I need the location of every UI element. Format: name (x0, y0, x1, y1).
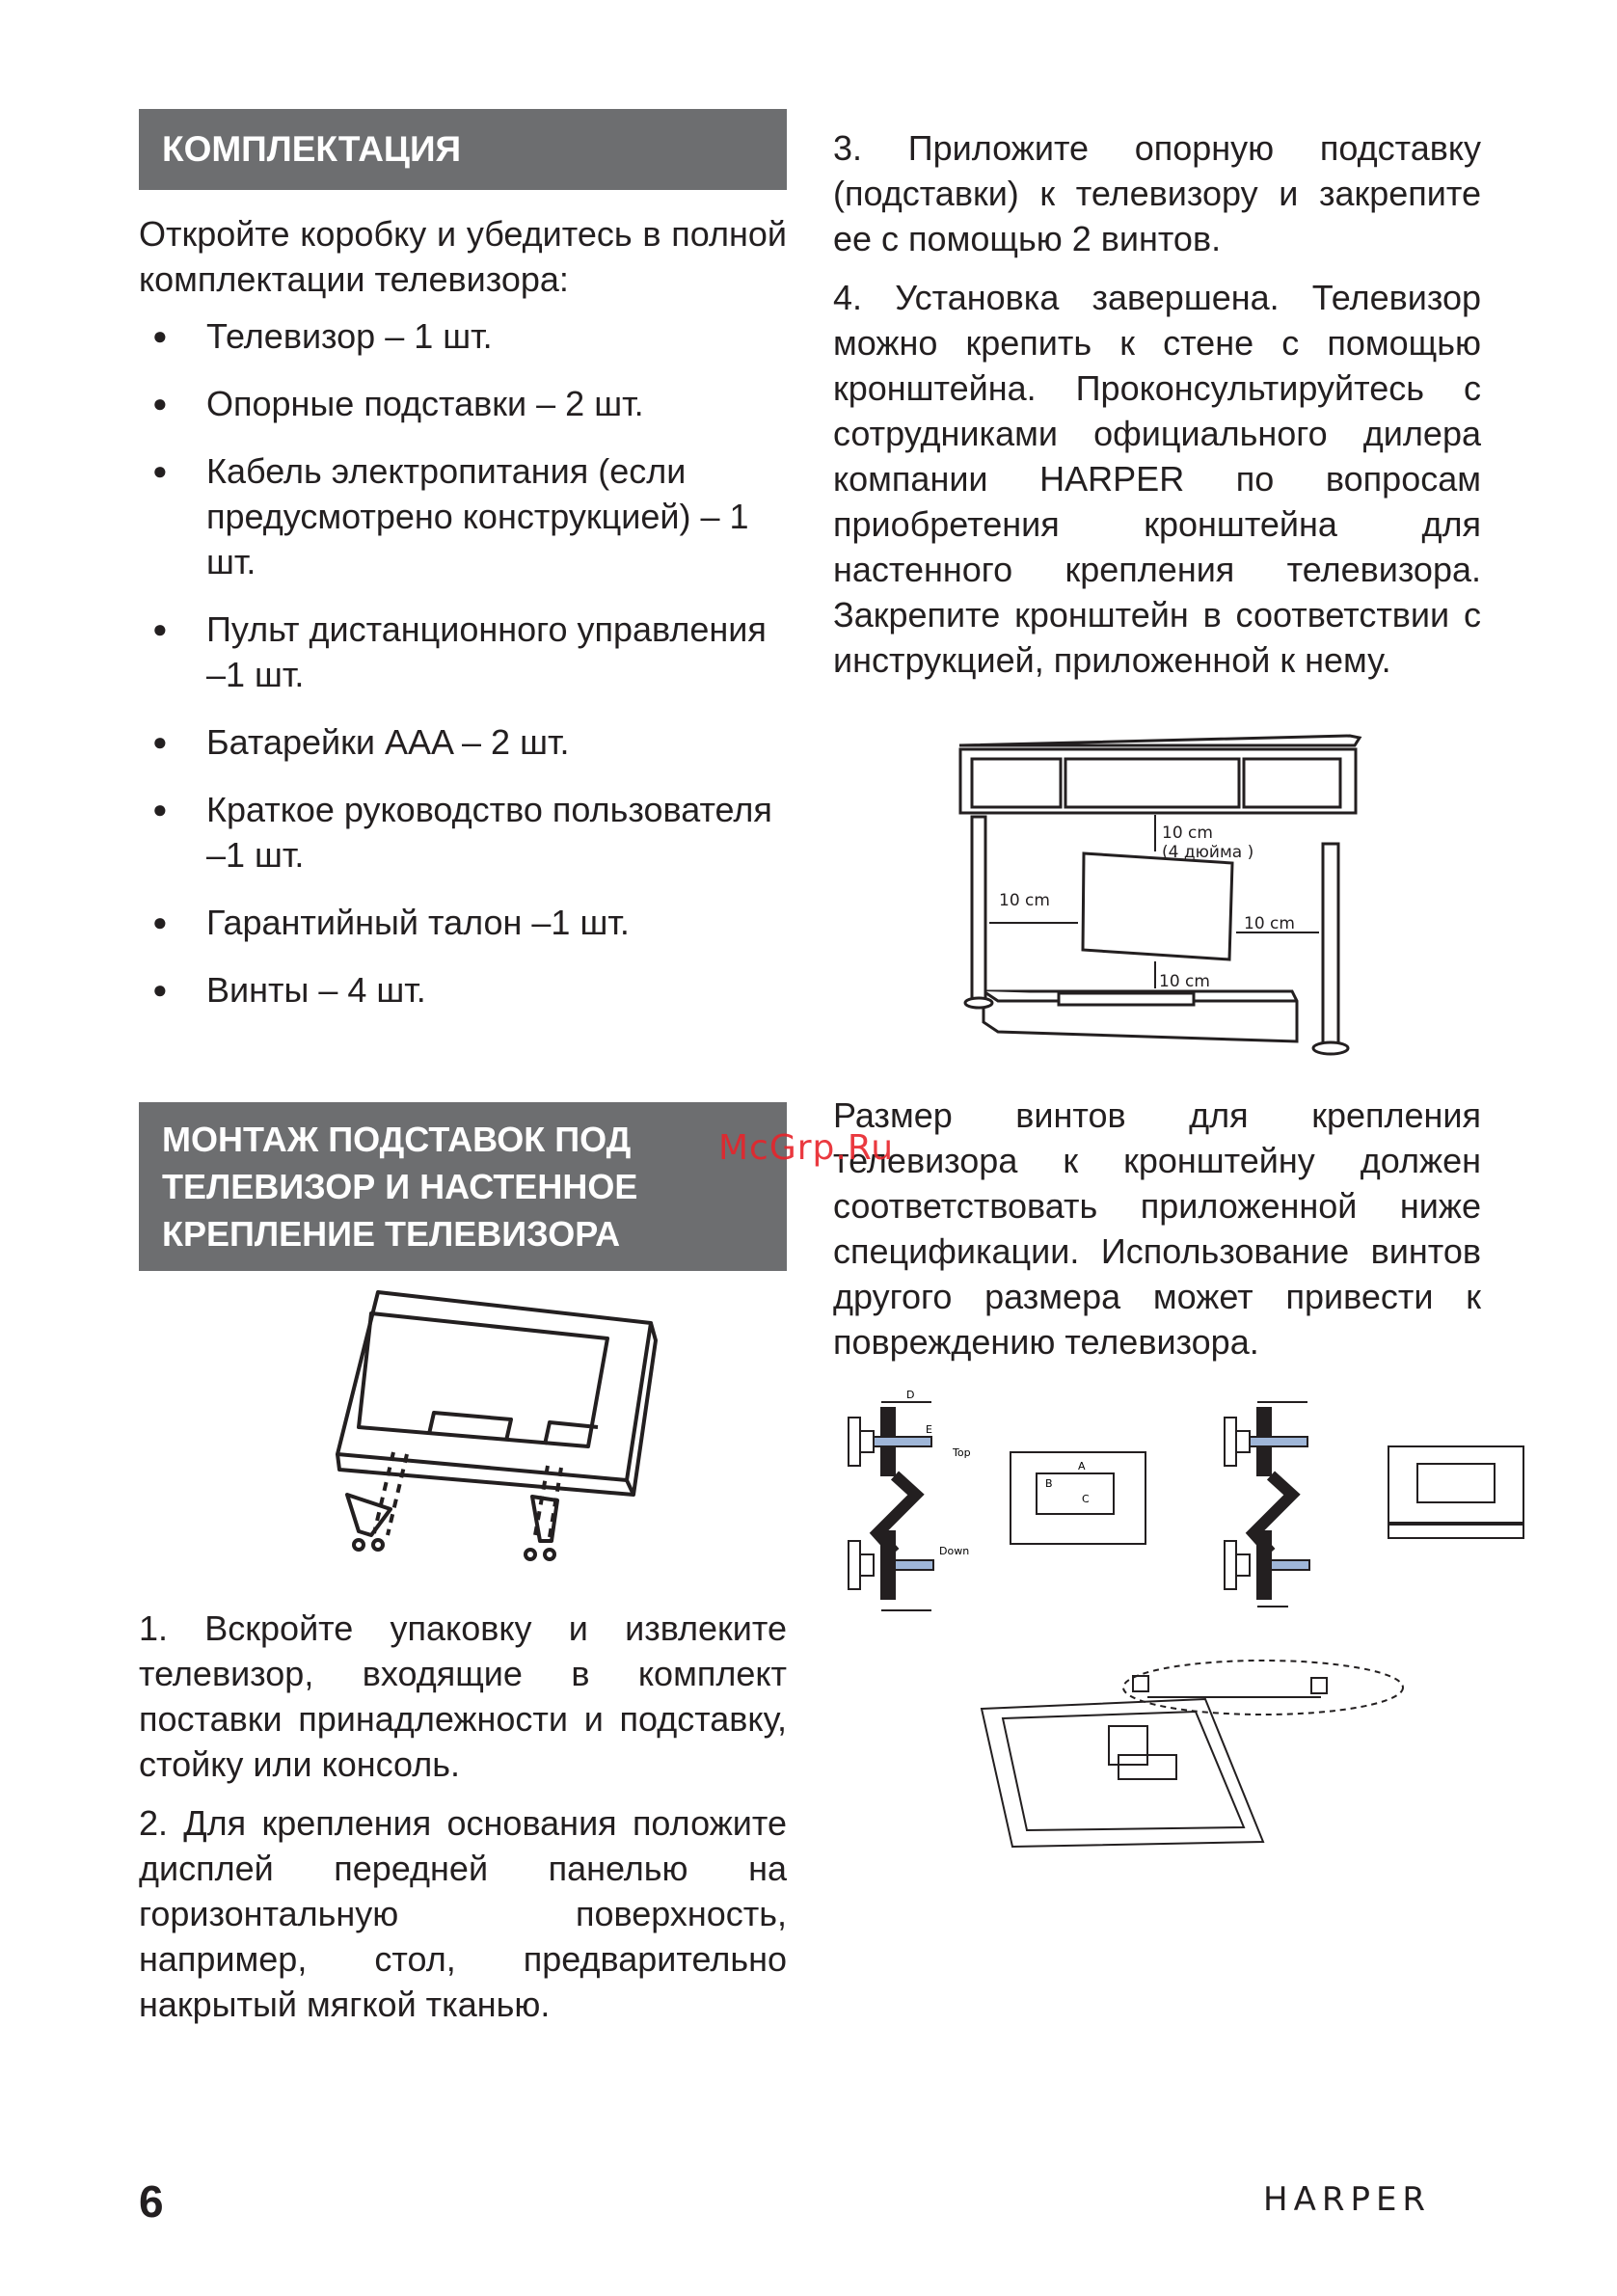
clearance-diagram (955, 718, 1379, 1061)
mount-section (139, 1102, 787, 1271)
bracket-label-b: B (1045, 1477, 1053, 1490)
screw-note-block (833, 1093, 1481, 1364)
bracket-label-a: A (1078, 1460, 1086, 1472)
bracket-diagram (839, 1389, 1533, 1630)
kit-list (139, 313, 787, 1013)
kit-item: ● Батарейки AAA – 2 шт. (139, 719, 787, 765)
watermark: McGrp.Ru (718, 1128, 895, 1168)
page-number: 6 (139, 2176, 164, 2227)
kit-item: ● Гарантийный талон –1 шт. (139, 900, 787, 945)
mount-step-1: 1. Вскройте упаковку и извлеките телевизор, входящие в комплект поставки принадлежности и подставку, стойку или консоль. (139, 1608, 787, 1784)
clearance-top-label: 10 cm (1162, 824, 1213, 843)
mount-step-2: 2. Для крепления основания положите дисплей передней панелью на горизонтальную поверхность, например, стол, предварительно накрытый мягкой тканью. (139, 1803, 787, 2024)
mount-steps-left (139, 1606, 787, 2040)
kit-item: ● Телевизор – 1 шт. (139, 313, 787, 359)
mount-section-header: МОНТАЖ ПОДСТАВОК ПОД ТЕЛЕВИЗОР И НАСТЕННОЕ КРЕПЛЕНИЕ ТЕЛЕВИЗОРА (139, 1102, 787, 1271)
left-column (139, 109, 787, 1035)
kit-section-header: КОМПЛЕКТАЦИЯ (139, 109, 787, 190)
kit-item: ● Краткое руководство пользователя –1 шт. (139, 787, 787, 878)
bracket-label-down: Down (939, 1545, 970, 1557)
mount-step-4: 4. Установка завершена. Телевизор можно крепить к стене с помощью кронштейна. Проконсультируйтесь с сотрудниками официального дилера компании HARPER по вопросам приобретения кронштейна для настенного крепления телевизора. Закрепите кронштейн в соответствии с инструкцией, приложенной к нему. (833, 278, 1481, 680)
mount-step-3: 3. Приложите опорную подставку (подставки) к телевизору и закрепите ее с помощью 2 винтов. (833, 128, 1481, 258)
clearance-bottom-label: 10 cm (1159, 972, 1210, 991)
kit-item: ● Кабель электропитания (если предусмотрено конструкцией) – 1 шт. (139, 448, 787, 584)
right-column (833, 125, 1481, 696)
bracket-label-c: C (1082, 1493, 1090, 1505)
brand-logo: HARPER (1263, 2180, 1432, 2219)
kit-intro: Откройте коробку и убедитесь в полной комплектации телевизора: (139, 214, 787, 299)
clearance-left-label: 10 cm (999, 891, 1050, 910)
kit-item: ● Пульт дистанционного управления –1 шт. (139, 607, 787, 697)
bracket-label-e: E (926, 1423, 932, 1436)
rear-stand-illustration (974, 1659, 1408, 1851)
bracket-label-d: D (906, 1389, 915, 1401)
clearance-top-label-inches: (4 дюйма ) (1162, 843, 1254, 862)
stand-illustration (318, 1283, 665, 1581)
screw-note: Размер винтов для крепления телевизора к кронштейну должен соответствовать приложенной ниже спецификации. Использование винтов другого размера может привести к повреждению телевизора. (833, 1095, 1481, 1362)
clearance-right-label: 10 cm (1244, 914, 1295, 933)
kit-item: ● Винты – 4 шт. (139, 967, 787, 1013)
bracket-label-top: Top (953, 1446, 971, 1459)
kit-item: ● Опорные подставки – 2 шт. (139, 381, 787, 426)
